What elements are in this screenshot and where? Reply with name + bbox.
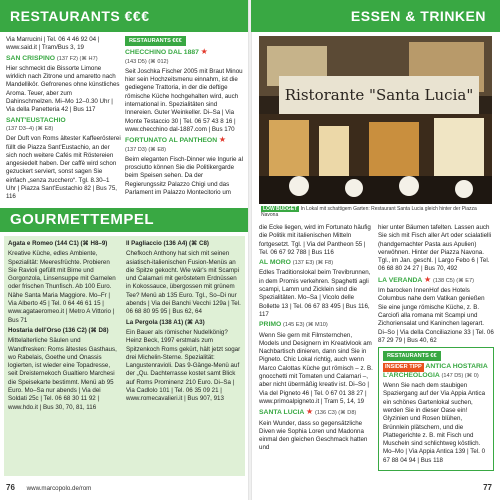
entry-body: Kein Wunder, dass so gegensätzliche Diven wie Sophia Loren und Madonna einmal den gleichen Geschmack hatten und xyxy=(259,419,368,452)
section-banner: ESSEN & TRINKEN xyxy=(251,0,500,32)
entry-body: Hier schmeckt die Bissorte Limone wirklich nach Zitrone und amaretto nach Mandellikör. Gefrorenes ohne künstliches Aroma. Teuer, aber zum Dahinschmelzen. Mi–Mo 12–0.30 Uhr | Via della Panetteria 42 | Bus 117 xyxy=(6,64,120,114)
page-footer xyxy=(483,483,492,492)
right-page xyxy=(251,0,500,500)
entry-body: Im barocken InnenHof des Hotels Columbus nahe dem Vatikan genießen Sie eine junge römische Küche, z. B. Carciofi alla romana mit Scampi und Zichoriensalat und Kaninchen lagerart. Di–So | Via della Conciliazione 33 | Tel. 06 87 29 79 | Bus 40, 62 xyxy=(378,287,494,344)
map-ref: (137 F2) (⌘ H7) xyxy=(56,55,98,62)
gourmet-entry-title: La Pergola (138 A1) (⌘ A3) xyxy=(126,318,205,326)
entry-title: CHECCHINO DAL 1887 xyxy=(125,49,199,57)
right-column-2 xyxy=(378,224,494,471)
entry-body: Edles Traditionslokal beim Trevibrunnen, in dem Promis verkehren. Spaghetti agli scampi, Lamm und Zicklein sind die Spezialitäten. Mo–Sa | Vicolo delle Bollette 13 | Tel. 06 67 83 495 | Bus 116, 117 xyxy=(259,269,371,318)
intro-text: Via Marrucini | Tel. 06 4 46 92 04 | www.said.it | Tram/Bus 3, 19 xyxy=(6,36,100,52)
entry-title: FORTUNATO AL PANTHEON xyxy=(125,137,218,145)
star-icon: ★ xyxy=(306,407,314,417)
entry-body: Wenn Sie nach dem staubigen Spaziergang auf der Via Appia Antica ein schönes Gartenlokal suchen, werden Sie in dieser Oase ein! Glyzinien und Rosen blühen, Brünnlein plätschern, und die Plattegerichte z. B. mit Fisch und Muscheln sind schlichtweg köstlich. Mo–Mo | Via Appia Antica 139 | Tel. 0 67 88 04 94 | Bus 118 xyxy=(383,382,486,464)
page-number: 77 xyxy=(483,483,492,492)
gourmet-box xyxy=(4,236,245,476)
gourmet-entry-body: Chefkoch Anthony hat sich mit seinen asiatisch-italienischen Fusion-Menüs an die Spitze gekocht. Wie wär's mit Scampi und Calamari mit geröstetem Erdnüssen in Kokossauce, übergossen mit grünem Tee? Menü ab 135 Euro. Tgl., So–Di nur abends | Via dei Banchi Vecchi 129a | Tel. 06 68 80 95 95 | Bus 62, 64 xyxy=(126,250,241,316)
map-ref: (137 D3) (⌘ E8) xyxy=(125,146,167,153)
page-footer xyxy=(6,483,91,492)
caption-text: In Lokal mit schattigem Garten: Restaurant Santa Lucia gleich hinter der Piazza Navona xyxy=(261,206,477,218)
entry-body: Wenn Sie gern mit Filmsternchen, Models und Designern im Kreativlook am Nachbartisch dinieren, dann sind Sie in Pigneto. Chic Lokal richtig, auch wenn Marco Calottas Küche gut römisch – z. B. gnocchetti mit Tomaten und Calamari –, aber nicht übermäßig kreativ ist. Di–So | Via del Pigneto 46 | Tel. 0 67 01 38 27 | www.primoalpigneto.it | Tram 5, 14, 19 xyxy=(259,331,373,405)
page-number: 76 xyxy=(6,483,15,492)
entry-body: Der Duft von Roms ältester Kaffeerösterei füllt die Piazza Sant'Eustachio, an der sich noch weitere Cafés mit Röstereien angesiedelt haben. Der caffè wird schon gezuckert serviert, sonst sagen Sie einfach „senza zucchero“. Tgl. 8.30–1 Uhr | Piazza Sant'Eustachio 82 | Bus 75, 116 xyxy=(6,135,121,201)
map-ref: (137 D3–4) (⌘ E8) xyxy=(6,125,54,132)
restaurant-sign: Ristorante "Santa Lucia" xyxy=(284,86,474,104)
gourmet-entry-body: Mittelalterliche Säulen und Wandfresken: Roms ältestes Gasthaus, wo Rabelais, Goethe und Onassis logierten, ist wieder eine Topadresse, seit Dreisternekoch Gualtiero Marchesi die Speisekarte bestimmt. Menü ab 95 Euro. Mo–Sa nur abends | Via dei Soldati 25c | Tel. 06 68 30 11 92 | www.hdo.it | Bus 30, 70, 81, 116 xyxy=(8,337,117,411)
right-column-1 xyxy=(259,224,373,455)
gourmet-heading: GOURMETTEMPEL xyxy=(0,208,249,232)
low-budget-badge: LOW BUDGET xyxy=(263,206,298,212)
left-column-1 xyxy=(6,36,121,204)
category-label: RESTAURANTS €€€ xyxy=(125,36,186,46)
star-icon: ★ xyxy=(200,47,208,57)
gourmet-entry-title: Hostaria dell'Orso (136 C2) (⌘ D8) xyxy=(8,326,109,334)
map-ref: (143 D5) (⌘ 012) xyxy=(125,58,169,65)
section-banner: RESTAURANTS €€€ xyxy=(0,0,249,32)
entry-title: SANTA LUCIA xyxy=(259,409,305,417)
restaurants-box xyxy=(378,347,494,471)
map-ref: (147 D5) (⌘ 0) xyxy=(441,372,479,379)
gourmet-column-2 xyxy=(126,240,241,406)
photo-caption xyxy=(261,206,492,218)
entry-title: AL MORO xyxy=(259,259,291,267)
category-label: RESTAURANTS €€ xyxy=(383,351,441,361)
map-ref: (138 C5) (⌘ E7) xyxy=(432,277,474,284)
map-ref: (136 C3) (⌘ D8) xyxy=(314,410,357,417)
entry-title: ANTICA HOSTARIA L'ARCHEOLOGIA xyxy=(383,363,488,379)
gourmet-column-1 xyxy=(8,240,120,414)
entry-title: PRIMO xyxy=(259,321,282,329)
entry-body: Seit Joschka Fischer 2005 mit Braut Minou hier sein Hochzeitsmenu einnahm, ist die gediegene Trattoria, in der die deftige römische Küche hochgehalten wird, auch international in. Spezialitäten sind Innereien. Guter Weinkeller. Di–Sa | Via Monte Testaccio 30 | Tel. 06 57 43 8 16 | www.checchino dal-1887.com | Bus 170 xyxy=(125,67,243,133)
map-ref: (145 E3) (⌘ M10) xyxy=(283,322,328,329)
star-icon: ★ xyxy=(424,274,432,284)
star-icon: ★ xyxy=(218,135,227,145)
footer-url[interactable]: www.marcopolo.de/rom xyxy=(26,485,92,492)
left-page xyxy=(0,0,249,500)
entry-title: SAN CRISPINO xyxy=(6,54,56,62)
entry-body: Beim eleganten Fisch-Dinner wie Ingurie al prosciutto können Sie die Politikergarde beim Speisen sehen. Da der Regierungssitz Palazzo Chigi und das Parlament im Palazzo Montecitorio um xyxy=(125,155,243,197)
gourmet-entry-title: Agata e Romeo (144 C1) (⌘ H8–9) xyxy=(8,240,108,247)
restaurant-photo xyxy=(259,36,492,204)
insider-badge: INSIDER TIPP xyxy=(385,364,422,371)
entry-title: SANT'EUSTACHIO xyxy=(6,116,66,124)
entry-title: LA VERANDA xyxy=(378,276,423,284)
gourmet-entry-body: Ein Bauer als römischer Nudelkönig? Heinz Beck, 1997 erstmals zum Spitzenkoch Roms gekürt, hält jetzt sogar drei Michelin-Sterne. Spezialität: Langustenravioli. Das 9-Gänge-Menü auf der „Qu. Dachterrasse kostet samt Blick auf Roms Prominenz 210 Euro. Di–Sa | Via Cadlolo 101 | Tel. 06 35 09 21 | www.romecavalieri.it | Bus 907, 913 xyxy=(126,328,241,403)
gourmet-entry-title: Il Pagliaccio (136 A4) (⌘ C8) xyxy=(126,240,209,247)
left-column-2 xyxy=(125,36,245,199)
map-ref: (137 E3) (⌘ F8) xyxy=(292,260,334,267)
entry-body: hier unter Bäumen tafelten. Lassen auch Sie sich mit Fisch aller Art oder scialatielli (handgemachter Pasta aus Apulien) verwöhnen. Hinter der Piazza Navona. Tgl., im Jan. geschl. | Largo Febo 6 | Tel. 06 68 80 24 27 | Bus 70, 492 xyxy=(378,224,492,273)
entry-body: die Ecke liegen, wird im Fortunato häufig die Politik mit italienischen Mitteln fortgesetzt. Tgl. | Via del Pantheon 55 | Tel. 06 67 92 788 | Bus 116 xyxy=(259,224,371,256)
gourmet-entry-body: Kreative Küche, edles Ambiente, Spezialität: Meeresfrüchte. Probieren Sie Ravioli gefüllt mit Birne und Gorgonzola, Linsensuppe mit Garnelen oder frischen Thunfisch. Ab 100 Euro. Nähe Santa Maria Maggiore. Mo–Fr | Via Alberto 45 | Tel. 0 64 46 61 15 | www.agataeromeo.it | Metro A Vittorio | Bus 71 xyxy=(8,250,116,324)
